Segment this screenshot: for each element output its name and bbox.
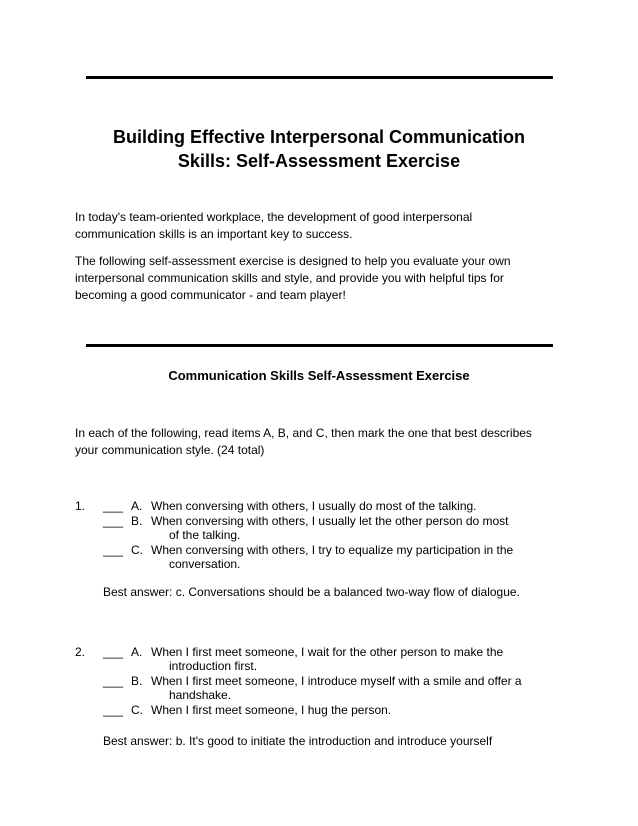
answer-blank-a[interactable]: ___	[103, 645, 124, 659]
option-text: When I first meet someone, I introduce myself with a smile and offer a	[151, 674, 522, 688]
best-answer: Best answer: b. It's good to initiate the introduction and introduce yourself	[103, 734, 493, 748]
option-letter: C.	[131, 543, 143, 557]
option-text: When I first meet someone, I hug the person.	[151, 703, 392, 717]
option-text-cont: conversation.	[169, 557, 241, 571]
section-divider	[86, 344, 553, 347]
best-answer: Best answer: c. Conversations should be a balanced two-way flow of dialogue.	[103, 585, 520, 599]
intro-paragraph-1	[75, 209, 575, 243]
instructions	[75, 425, 575, 459]
option-text-cont: of the talking.	[169, 528, 241, 542]
answer-blank-c[interactable]: ___	[103, 543, 124, 557]
question-number: 2.	[75, 645, 86, 659]
option-text-cont: introduction first.	[169, 659, 258, 673]
question-number: 1.	[75, 499, 86, 513]
intro-2-line-1: The following self-assessment exercise is designed to help you evaluate your own	[75, 254, 511, 268]
answer-blank-b[interactable]: ___	[103, 514, 124, 528]
answer-blank-a[interactable]: ___	[103, 499, 124, 513]
option-text: When conversing with others, I usually let the other person do most	[151, 514, 509, 528]
option-letter: A.	[131, 645, 143, 659]
instructions-line-2: your communication style. (24 total)	[75, 443, 265, 457]
intro-paragraph-2	[75, 253, 575, 304]
section-title: Communication Skills Self-Assessment Exercise	[168, 368, 470, 383]
option-text: When conversing with others, I try to equalize my participation in the	[151, 543, 514, 557]
page-title	[60, 125, 578, 173]
option-letter: C.	[131, 703, 143, 717]
title-line-1: Building Effective Interpersonal Communication	[112, 127, 526, 147]
answer-blank-c[interactable]: ___	[103, 703, 124, 717]
option-text: When conversing with others, I usually do most of the talking.	[151, 499, 477, 513]
answer-blank-b[interactable]: ___	[103, 674, 124, 688]
title-line-2: Skills: Self-Assessment Exercise	[177, 151, 461, 171]
top-divider	[86, 76, 553, 79]
option-letter: B.	[131, 674, 143, 688]
instructions-line-1: In each of the following, read items A, B, and C, then mark the one that best describes	[75, 426, 532, 440]
option-letter: A.	[131, 499, 143, 513]
intro-1-line-1: In today's team-oriented workplace, the development of good interpersonal	[75, 210, 473, 224]
option-text: When I first meet someone, I wait for the other person to make the	[151, 645, 504, 659]
option-text-cont: handshake.	[169, 688, 232, 702]
intro-1-line-2: communication skills is an important key to success.	[75, 227, 353, 241]
option-letter: B.	[131, 514, 143, 528]
intro-2-line-2: interpersonal communication skills and style, and provide you with helpful tips for	[75, 271, 504, 285]
intro-2-line-3: becoming a good communicator - and team player!	[75, 288, 346, 302]
